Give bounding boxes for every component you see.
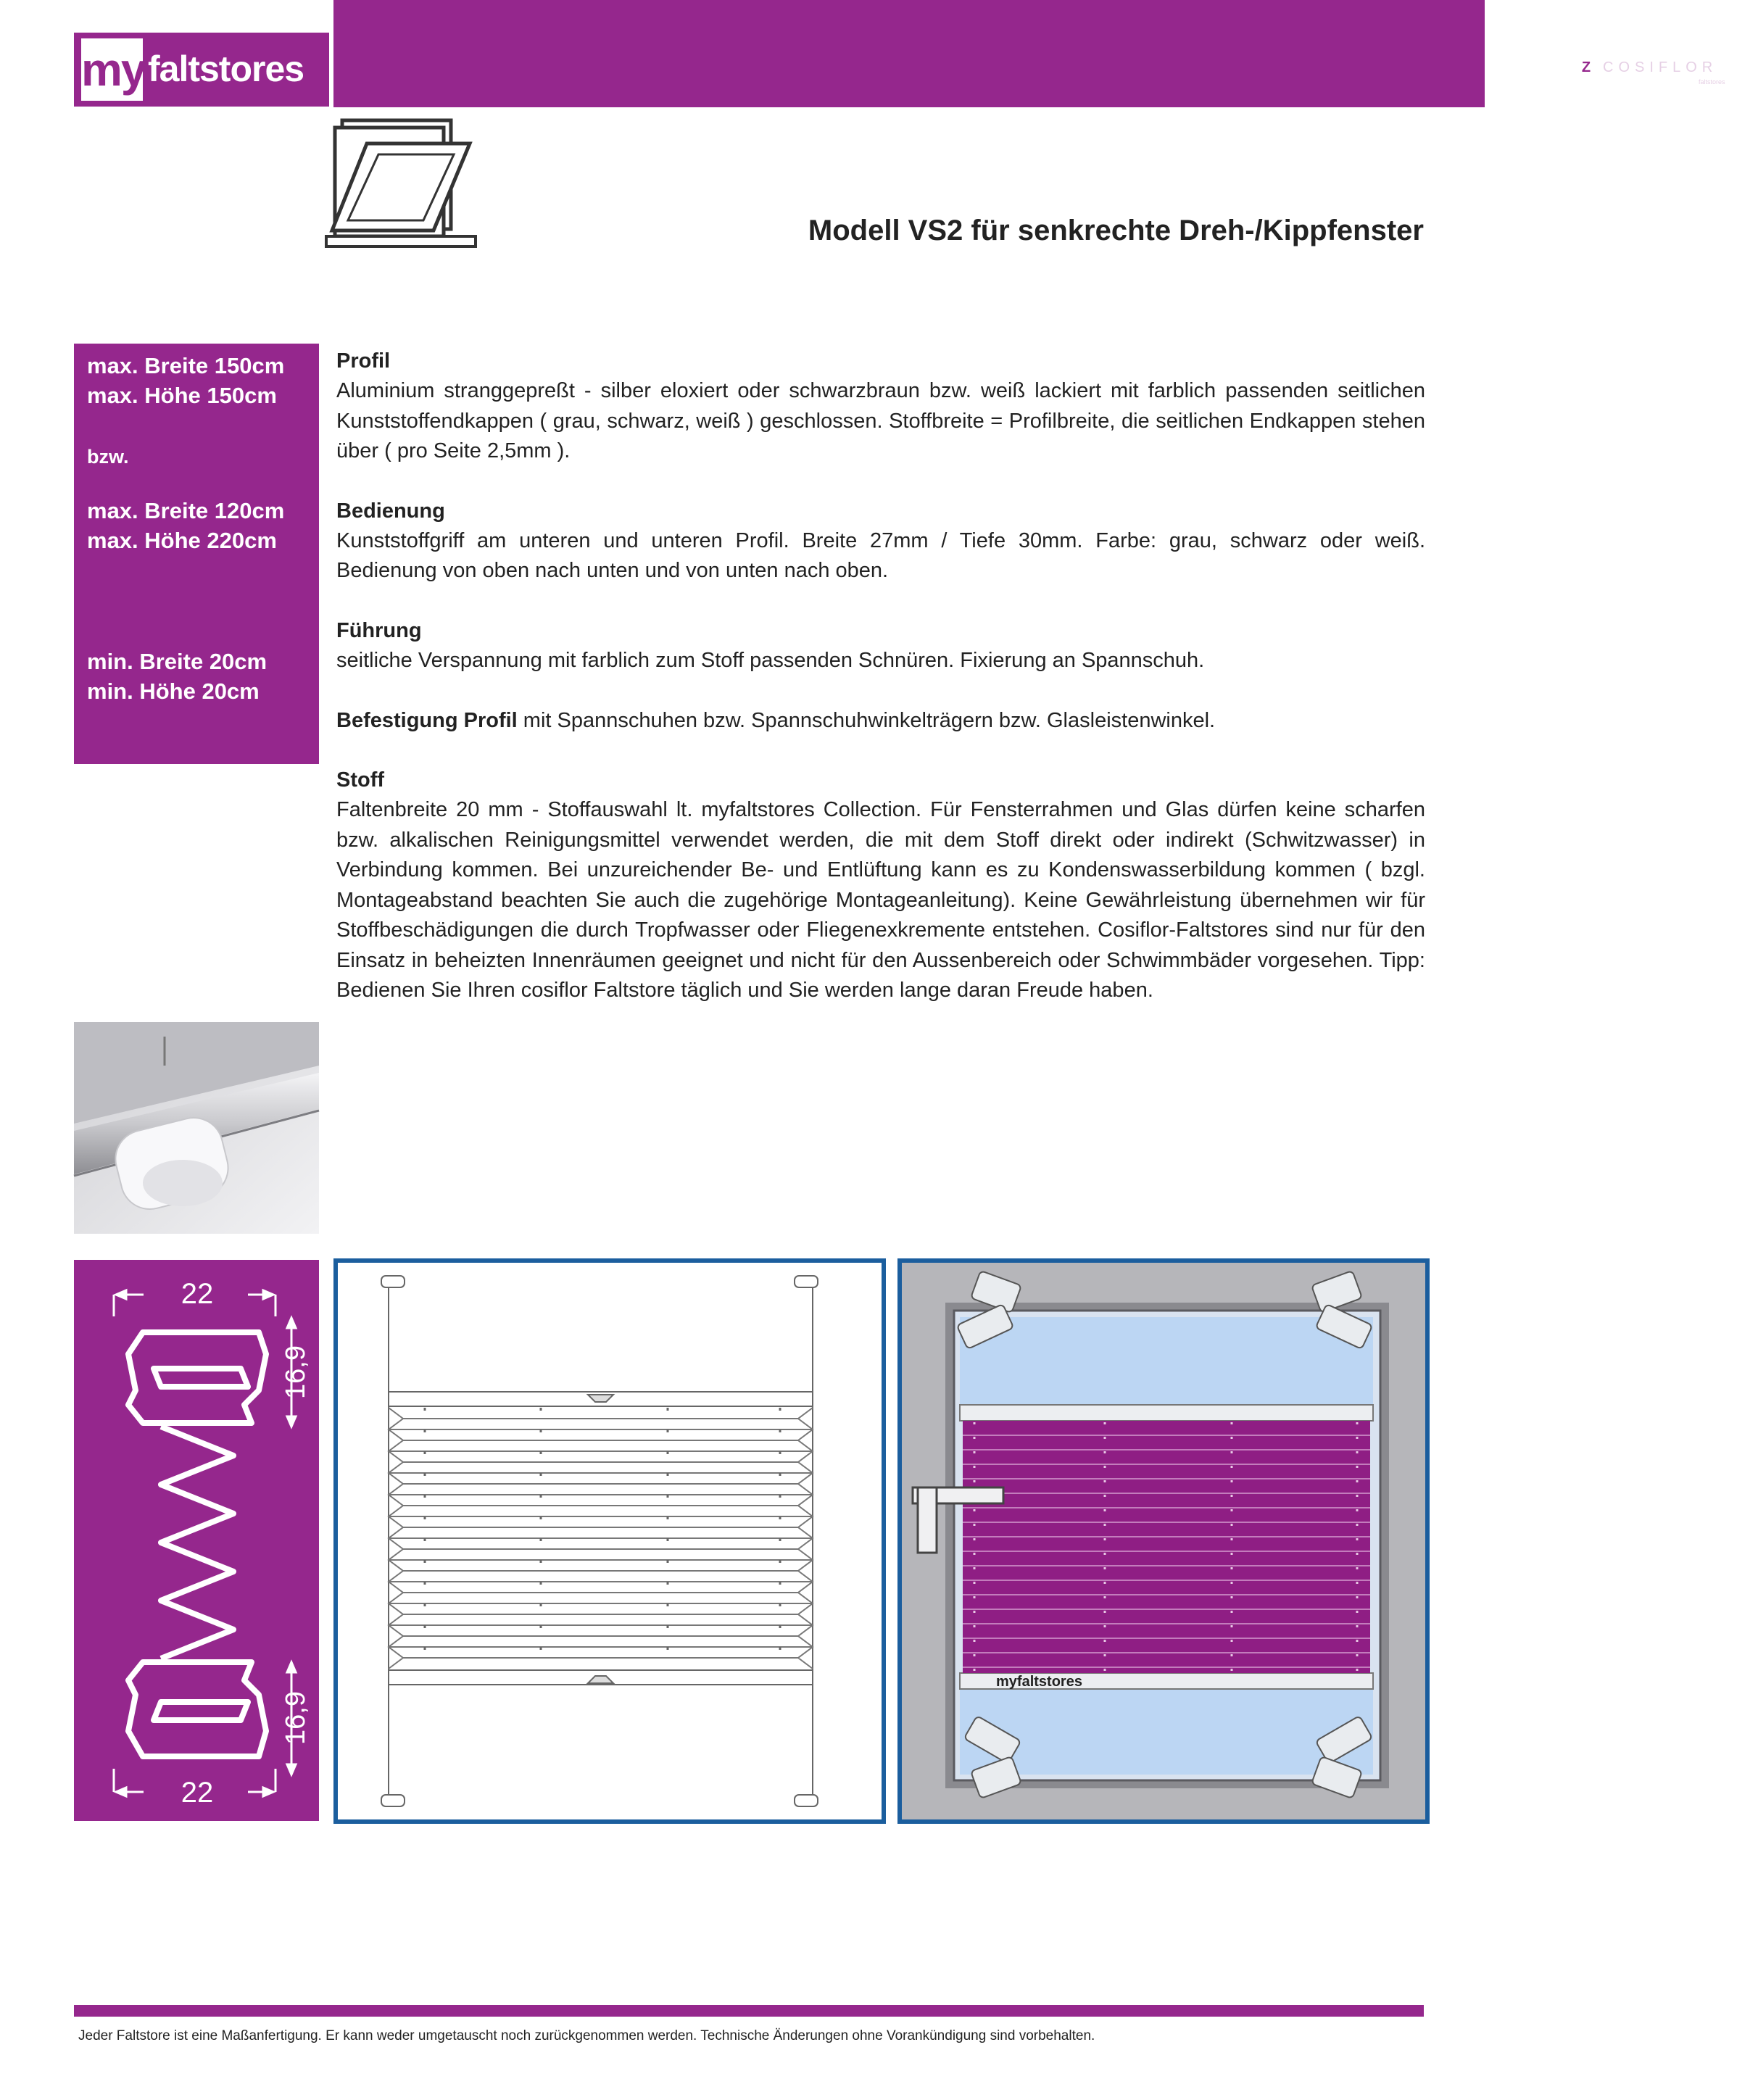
description (336, 346, 1425, 1035)
height-top-label: 16,9 (281, 1345, 311, 1399)
dim-max-width-1: max. Breite 150cm (87, 353, 285, 378)
dimensions-box (74, 344, 319, 764)
cosiflor-subtitle: faltstores (1699, 78, 1725, 86)
dim-min-width: min. Breite 20cm (87, 649, 268, 674)
section-befestigung (336, 706, 1425, 736)
section-heading: Stoff (336, 768, 385, 792)
section-heading: Profil (336, 349, 391, 373)
logo-my: my (81, 38, 143, 101)
footer-bar (74, 2005, 1424, 2017)
window-brand-label: myfaltstores (996, 1674, 1082, 1690)
dim-max-height-1: max. Höhe 150cm (87, 383, 277, 408)
logo-faltstores: faltstores (148, 49, 304, 89)
dim-or: bzw. (87, 446, 129, 468)
section-heading: Befestigung Profil (336, 708, 518, 732)
dim-max-height-2: max. Höhe 220cm (87, 528, 277, 553)
profile-cross-section (74, 1260, 319, 1821)
section-text: Kunststoffgriff am unteren und unteren Profil. Breite 27mm / Tiefe 30mm. Farbe: grau, schwarz oder weiß. Bedienung von oben nach unten und von unten nach oben. (336, 529, 1425, 583)
header-bar (333, 0, 1725, 107)
section-heading: Führung (336, 618, 422, 642)
section-stoff (336, 765, 1425, 1005)
myfaltstores-logo (74, 33, 329, 107)
window-drawing (897, 1258, 1430, 1824)
page-title: Modell VS2 für senkrechte Dreh-/Kippfenster (808, 215, 1424, 246)
dim-max-width-2: max. Breite 120cm (87, 498, 285, 523)
dim-min-height: min. Höhe 20cm (87, 678, 260, 704)
blinds-drawing (333, 1258, 886, 1824)
height-bottom-label: 16,9 (281, 1691, 311, 1745)
section-bedienung (336, 497, 1425, 586)
section-text: mit Spannschuhen bzw. Spannschuhwinkelträgern bzw. Glasleistenwinkel. (517, 708, 1216, 732)
section-text: Aluminium stranggepreßt - silber eloxiert oder schwarzbraun bzw. weiß lackiert mit farblich passenden seitlichen Kunststoffendkappen ( grau, schwarz, weiß ) geschlossen. Stoffbreite = Profilbreite, die seitlichen Endkappen stehen über ( pro Seite 2,5mm ). (336, 379, 1425, 463)
handle-photo (74, 1022, 319, 1234)
cosiflor-name: COSIFLOR (1603, 59, 1718, 75)
tilt-window-icon (325, 115, 477, 252)
section-text: seitliche Verspannung mit farblich zum Stoff passenden Schnüren. Fixierung an Spannschuh. (336, 649, 1205, 673)
section-heading: Bedienung (336, 499, 445, 523)
section-fuehrung (336, 616, 1425, 676)
section-profil (336, 346, 1425, 467)
width-bottom-label: 22 (181, 1777, 214, 1809)
section-text: Faltenbreite 20 mm - Stoffauswahl lt. myfaltstores Collection. Für Fensterrahmen und Glas dürfen keine scharfen bzw. alkalischen Reinigungsmittel verwendet werden, die mit dem Stoff direkt oder indirekt (Schwitzwasser) in Verbindung kommen. Bei unzureichender Be- und Entlüftung kann es zu Kondenswasserbildung kommen ( bzgl. Montageabstand beachten Sie auch die zugehörige Montageanleitung). Keine Gewährleistung übernehmen wir für Stoffbeschädigungen die durch Tropfwasser oder Fliegenexkremente entstehen. Cosiflor-Faltstores sind nur für den Einsatz in beheizten Innenräumen geeignet und nicht für den Aussenbereich oder Schwimmbäder vorgesehen. Tipp: Bedienen Sie Ihren cosiflor Faltstore täglich und Sie werden lange daran Freude haben. (336, 798, 1425, 1002)
cosiflor-logo (1577, 58, 1758, 87)
footer-disclaimer: Jeder Faltstore ist eine Maßanfertigung. Er kann weder umgetauscht noch zurückgenommen werden. Technische Änderungen ohne Vorankündigung sind vorbehalten. (78, 2028, 1095, 2043)
width-top-label: 22 (181, 1278, 214, 1310)
cosiflor-mark-icon: Z (1577, 58, 1596, 77)
